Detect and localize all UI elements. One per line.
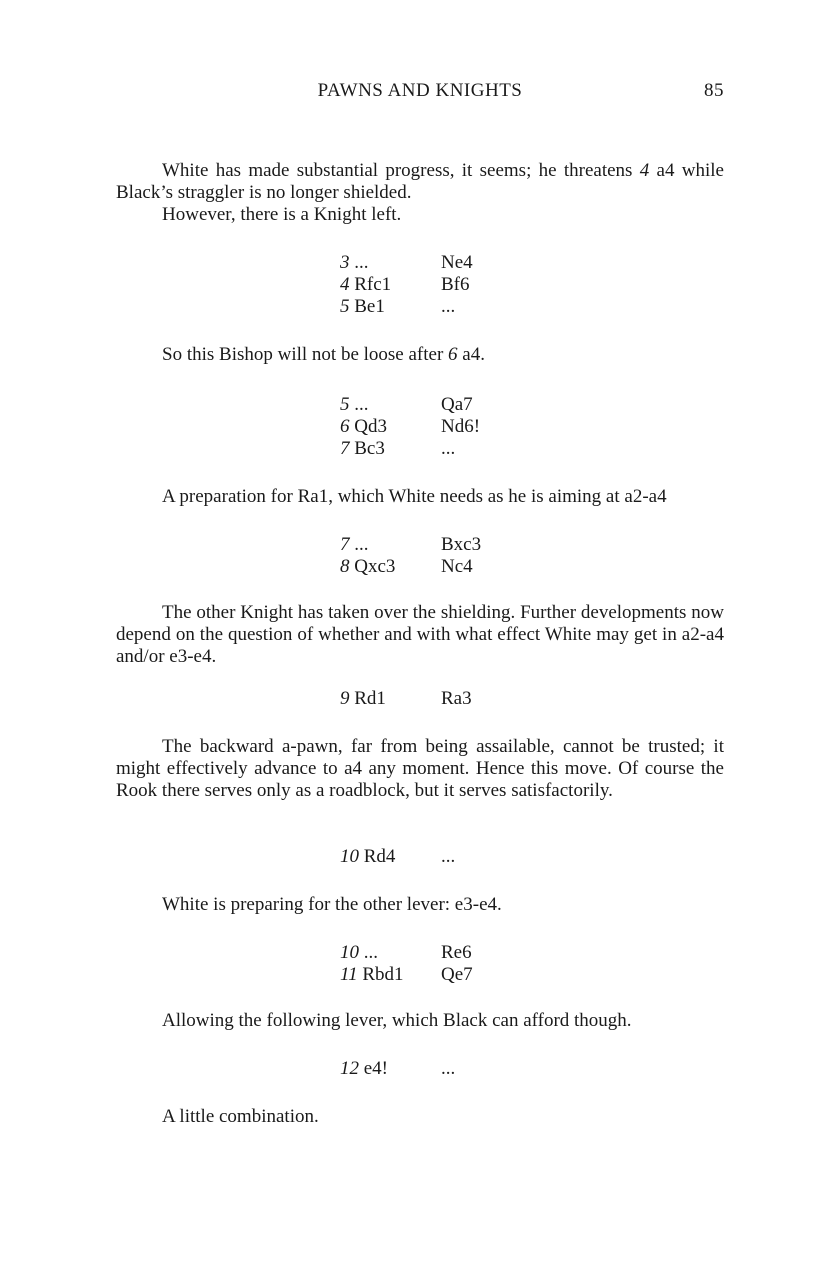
move-number: 5 bbox=[340, 296, 350, 317]
paragraph-1-text-a: White has made substantial progress, it seems; he threatens bbox=[162, 160, 640, 181]
move-number: 7 bbox=[340, 534, 350, 555]
black-move: Qa7 bbox=[441, 394, 473, 415]
white-move-text: ... bbox=[349, 394, 369, 415]
paragraph-2: However, there is a Knight left. bbox=[162, 204, 402, 225]
black-move: Ne4 bbox=[441, 252, 473, 273]
white-move bbox=[340, 416, 387, 438]
move-number: 10 bbox=[340, 942, 359, 963]
move-number: 12 bbox=[340, 1058, 359, 1079]
white-move bbox=[340, 556, 395, 578]
white-move bbox=[340, 1058, 388, 1080]
paragraph-1 bbox=[116, 160, 724, 204]
paragraph-6: The backward a-pawn, far from being assailable, cannot be trusted; it might effectively advance to a4 any moment. Hence this move. Of course the Rook there serves only as a roadblock, but it serves satisfactorily. bbox=[116, 736, 724, 801]
white-move-text: Qd3 bbox=[349, 416, 387, 437]
white-move-text: Qxc3 bbox=[349, 556, 396, 577]
paragraph-9: A little combination. bbox=[162, 1106, 319, 1127]
white-move-text: Bc3 bbox=[349, 438, 385, 459]
black-move: Bxc3 bbox=[441, 534, 482, 555]
white-move-text: ... bbox=[359, 942, 378, 963]
black-move: ... bbox=[441, 438, 456, 459]
white-move bbox=[340, 438, 385, 460]
paragraph-5: The other Knight has taken over the shielding. Further developments now depend on the question of whether and with what effect White may get in a2-a4 and/or e3-e4. bbox=[116, 602, 724, 667]
move-number: 9 bbox=[340, 688, 350, 709]
page-number: 85 bbox=[704, 80, 724, 101]
white-move bbox=[340, 274, 391, 296]
white-move-text: e4! bbox=[359, 1058, 389, 1079]
black-move: Nc4 bbox=[441, 556, 473, 577]
white-move-text: ... bbox=[349, 252, 369, 273]
move-number: 7 bbox=[340, 438, 350, 459]
running-header bbox=[116, 80, 724, 110]
white-move-text: Be1 bbox=[349, 296, 385, 317]
black-move: Nd6! bbox=[441, 416, 481, 437]
paragraph-3-text-b: a4. bbox=[457, 344, 485, 365]
move-number: 4 bbox=[340, 274, 350, 295]
paragraph-1-text-b: a4 while Black’s straggler is no longer shielded. bbox=[116, 160, 724, 203]
white-move-text: ... bbox=[349, 534, 369, 555]
paragraph-3-text-a: So this Bishop will not be loose after bbox=[162, 344, 449, 365]
black-move: ... bbox=[441, 846, 456, 867]
move-number: 11 bbox=[340, 964, 358, 985]
white-move-text: Rbd1 bbox=[357, 964, 404, 985]
chapter-title: PAWNS AND KNIGHTS bbox=[317, 80, 523, 101]
black-move: Bf6 bbox=[441, 274, 470, 295]
move-number: 5 bbox=[340, 394, 350, 415]
black-move: ... bbox=[441, 1058, 456, 1079]
white-move bbox=[340, 534, 369, 556]
paragraph-3-move-number: 6 bbox=[448, 344, 458, 365]
white-move-text: Rd4 bbox=[359, 846, 396, 867]
move-number: 6 bbox=[340, 416, 350, 437]
black-move: Ra3 bbox=[441, 688, 472, 709]
black-move: Re6 bbox=[441, 942, 472, 963]
white-move-text: Rfc1 bbox=[349, 274, 392, 295]
white-move bbox=[340, 846, 395, 868]
move-number: 10 bbox=[340, 846, 359, 867]
paragraph-3 bbox=[116, 344, 724, 366]
move-number: 8 bbox=[340, 556, 350, 577]
white-move bbox=[340, 942, 378, 964]
paragraph-8: Allowing the following lever, which Black can afford though. bbox=[162, 1010, 632, 1031]
paragraph-1-move-number: 4 bbox=[639, 160, 650, 181]
white-move bbox=[340, 252, 369, 274]
paragraph-7: White is preparing for the other lever: e3-e4. bbox=[162, 894, 502, 915]
white-move-text: Rd1 bbox=[349, 688, 386, 709]
black-move: ... bbox=[441, 296, 456, 317]
white-move bbox=[340, 394, 369, 416]
white-move bbox=[340, 688, 386, 710]
black-move: Qe7 bbox=[441, 964, 473, 985]
paragraph-4: A preparation for Ra1, which White needs as he is aiming at a2-a4 bbox=[162, 486, 667, 507]
move-number: 3 bbox=[340, 252, 350, 273]
white-move bbox=[340, 296, 385, 318]
white-move bbox=[340, 964, 404, 986]
